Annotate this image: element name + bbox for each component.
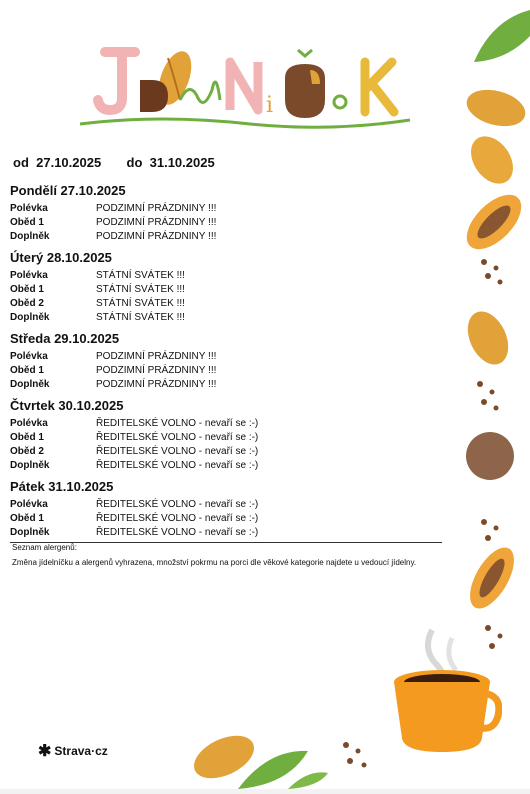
row-value: PODZIMNÍ PRÁZDNINY !!!: [96, 231, 217, 242]
menu-row: [10, 417, 442, 431]
row-label: Doplněk: [10, 527, 50, 538]
allergens-label: Seznam alergenů:: [12, 543, 77, 552]
menu-row: [10, 526, 442, 540]
row-label: Doplněk: [10, 312, 50, 323]
period-from-label: od: [13, 155, 29, 170]
row-label: Polévka: [10, 351, 48, 362]
cocoa-beans-icon: [477, 381, 499, 411]
menu-row: [10, 202, 442, 216]
cocoa-pod-icon: [462, 541, 523, 616]
menu-row: [10, 350, 442, 364]
menu-row: [10, 512, 442, 526]
menu-row: [10, 431, 442, 445]
day-monday: [10, 183, 442, 244]
cocoa-beans-icon: [481, 259, 503, 285]
row-label: Doplněk: [10, 231, 50, 242]
row-label: Doplněk: [10, 379, 50, 390]
day-title: Středa 29.10.2025: [10, 331, 120, 346]
menu-row: [10, 230, 442, 244]
row-label: Polévka: [10, 203, 48, 214]
period-from-date: 27.10.2025: [36, 155, 102, 170]
day-title: Pátek 31.10.2025: [10, 479, 114, 494]
almond-icon: [462, 305, 516, 371]
row-label: Polévka: [10, 418, 48, 429]
row-value: ŘEDITELSKÉ VOLNO - nevaří se :-): [96, 499, 259, 510]
cocoa-pod-icon: [462, 185, 530, 259]
day-tuesday: [10, 250, 442, 325]
row-value: STÁTNÍ SVÁTEK !!!: [96, 270, 185, 281]
row-label: Oběd 2: [10, 446, 44, 457]
leaf-icon: [474, 10, 530, 62]
row-value: ŘEDITELSKÉ VOLNO - nevaří se :-): [96, 446, 259, 457]
menu-row: [10, 459, 442, 473]
day-title: Úterý 28.10.2025: [10, 250, 112, 265]
period-to-label: do: [126, 155, 143, 170]
row-value: PODZIMNÍ PRÁZDNINY !!!: [96, 379, 217, 390]
row-value: PODZIMNÍ PRÁZDNINY !!!: [96, 365, 217, 376]
decor-bottom: [188, 725, 388, 789]
row-label: Oběd 2: [10, 298, 44, 309]
menu-title-logo: [80, 40, 420, 130]
period-to-date: 31.10.2025: [149, 155, 215, 170]
cocoa-beans-icon: [343, 742, 367, 768]
cocoa-beans-icon: [481, 519, 499, 541]
almond-icon: [463, 84, 530, 132]
row-label: Oběd 1: [10, 284, 44, 295]
strava-logo[interactable]: [38, 741, 108, 761]
menu-row: [10, 216, 442, 230]
menu-row: [10, 297, 442, 311]
menu-row: [10, 498, 442, 512]
day-thursday: [10, 398, 442, 473]
row-label: Oběd 1: [10, 513, 44, 524]
row-value: STÁTNÍ SVÁTEK !!!: [96, 298, 185, 309]
day-title: Čtvrtek 30.10.2025: [10, 398, 124, 413]
day-wednesday: [10, 331, 442, 392]
row-label: Oběd 1: [10, 432, 44, 443]
menu-period: [13, 155, 215, 170]
row-label: Doplněk: [10, 460, 50, 471]
row-value: PODZIMNÍ PRÁZDNINY !!!: [96, 203, 217, 214]
disclaimer-note: Změna jídelníčku a alergenů vyhrazena, množství pokrmu na porci dle věkové kategorie najdete u vedoucí jídelny.: [12, 558, 417, 567]
almond-icon: [462, 128, 521, 191]
menu-row: [10, 283, 442, 297]
coffee-cup-icon: [392, 620, 502, 760]
row-value: ŘEDITELSKÉ VOLNO - nevaří se :-): [96, 460, 259, 471]
row-label: Polévka: [10, 499, 48, 510]
row-value: ŘEDITELSKÉ VOLNO - nevaří se :-): [96, 418, 259, 429]
row-value: ŘEDITELSKÉ VOLNO - nevaří se :-): [96, 513, 259, 524]
menu-row: [10, 269, 442, 283]
row-label: Oběd 1: [10, 217, 44, 228]
star-logo-icon: ✱: [38, 743, 52, 760]
day-title: Pondělí 27.10.2025: [10, 183, 126, 198]
weekly-menu: [10, 183, 442, 546]
page-bottom-edge: [0, 789, 530, 794]
row-value: ŘEDITELSKÉ VOLNO - nevaří se :-): [96, 527, 259, 538]
cocoa-powder-icon: [466, 432, 514, 480]
row-value: STÁTNÍ SVÁTEK !!!: [96, 312, 185, 323]
menu-row: [10, 311, 442, 325]
menu-row: [10, 364, 442, 378]
row-label: Polévka: [10, 270, 48, 281]
row-value: STÁTNÍ SVÁTEK !!!: [96, 284, 185, 295]
leaf-icon: [288, 772, 328, 789]
row-value: PODZIMNÍ PRÁZDNINY !!!: [96, 351, 217, 362]
row-value: PODZIMNÍ PRÁZDNINY !!!: [96, 217, 217, 228]
row-value: ŘEDITELSKÉ VOLNO - nevaří se :-): [96, 432, 259, 443]
row-label: Oběd 1: [10, 365, 44, 376]
menu-row: [10, 445, 442, 459]
day-friday: [10, 479, 442, 540]
svg-text:i: i: [266, 93, 274, 118]
menu-row: [10, 378, 442, 392]
logo-text: Strava·cz: [54, 744, 108, 758]
